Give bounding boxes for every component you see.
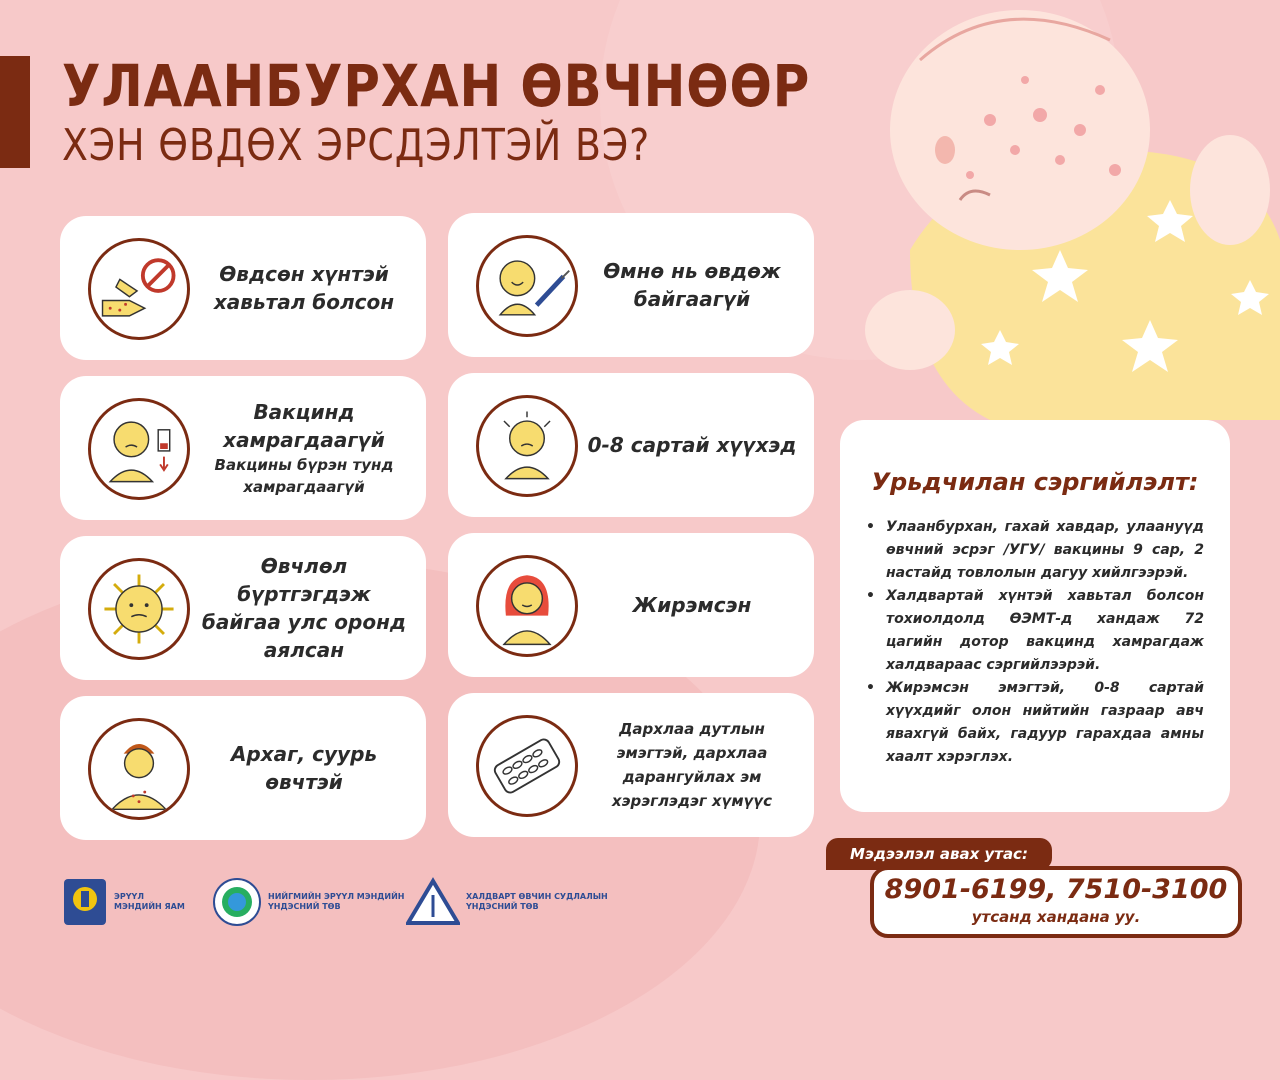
title-accent-bar — [0, 56, 30, 168]
risk-card-main: 0-8 сартай хүүхэд — [587, 433, 797, 457]
risk-card-text — [196, 216, 412, 360]
prevention-list — [866, 516, 1204, 769]
page-title: УЛААНБУРХАН ӨВЧНӨӨР — [62, 52, 811, 120]
risk-card-main: Вакцинд хамрагдаагүй — [223, 400, 385, 452]
risk-card-sub: Вакцины бүрэн тунд хамрагдаагүй — [214, 456, 394, 496]
risk-card-text — [584, 693, 800, 837]
risk-card-immunocompromised — [448, 693, 814, 837]
logo-text-line: ҮНДЭСНИЙ ТӨВ — [268, 902, 341, 911]
baby-illustration — [850, 0, 1280, 430]
risk-card-pregnant — [448, 533, 814, 677]
risk-card-text — [196, 696, 412, 840]
public-health-logo — [212, 876, 405, 928]
risk-card-contact — [60, 216, 426, 360]
risk-card-text — [584, 213, 800, 357]
prevention-title: Урьдчилан сэргийлэлт: — [871, 468, 1199, 496]
risk-card-sub: Дархлаа дутлын эмэгтэй, дархлаа дарангуйлах эм хэрэглэдэг хүмүүс — [611, 720, 773, 810]
risk-card-main: Өвчлөл бүртгэгдэж байгаа улс оронд аялсан — [201, 554, 407, 662]
public-health-logo-text — [268, 892, 405, 912]
ministry-emblem-icon — [62, 877, 108, 927]
chronic-illness-man-icon — [88, 718, 190, 820]
logo-text-line: НИЙГМИЙН ЭРҮҮЛ МЭНДИЙН — [268, 892, 405, 901]
page-subtitle: ХЭН ӨВДӨХ ЭРСДЭЛТЭЙ ВЭ? — [62, 120, 651, 171]
phone-note: утсанд хандана уу. — [971, 908, 1141, 926]
contact-phone-box — [870, 866, 1242, 938]
risk-card-chronic — [60, 696, 426, 840]
logo-text-line: ЭРҮҮЛ — [114, 892, 144, 901]
risk-card-infant — [448, 373, 814, 517]
prevention-item: • Улаанбурхан, гахай хавдар, улаануүд өвчний эсрэг /УГУ/ вакцины 9 сар, 2 настайд товлолын дагуу хийлгээрэй. — [866, 516, 1204, 585]
risk-card-never-sick — [448, 213, 814, 357]
risk-card-text — [584, 533, 800, 677]
risk-card-text — [584, 373, 800, 517]
risk-card-text — [196, 536, 412, 680]
infectious-disease-center-logo-icon — [406, 877, 460, 927]
infectious-disease-logo-text — [466, 892, 608, 912]
no-contact-icon — [88, 238, 190, 340]
risk-card-travel — [60, 536, 426, 680]
baby-vaccine-icon — [476, 235, 578, 337]
risk-card-main: Архаг, суурь өвчтэй — [230, 742, 378, 794]
prevention-panel — [840, 420, 1230, 812]
risk-card-main: Жирэмсэн — [632, 593, 752, 617]
phone-numbers: 8901-6199, 7510-3100 — [884, 874, 1228, 905]
logo-text-line: ҮНДЭСНИЙ ТӨВ — [466, 902, 539, 911]
risk-card-main: Өвдсөн хүнтэй хавьтал болсон — [213, 262, 395, 314]
unvaccinated-child-icon — [88, 398, 190, 500]
risk-card-unvaccinated — [60, 376, 426, 520]
risk-card-text — [196, 376, 412, 520]
pill-pack-icon — [476, 715, 578, 817]
prevention-item: • Халдвартай хүнтэй хавьтал болсон тохиолдолд ӨЭМТ-д хандаж 72 цагийн дотор вакцинд хамрагдаж халдвараас сэргийлээрэй. — [866, 585, 1204, 677]
ministry-logo — [62, 876, 185, 928]
infant-icon — [476, 395, 578, 497]
ministry-logo-text — [114, 892, 185, 912]
logo-text-line: МЭНДИЙН ЯАМ — [114, 902, 185, 911]
public-health-center-logo-icon — [212, 877, 262, 927]
risk-card-main: Өмнө нь өвдөж байгаагүй — [603, 259, 781, 311]
pregnant-woman-icon — [476, 555, 578, 657]
contact-label: Мэдээлэл авах утас: — [826, 838, 1052, 870]
infectious-disease-logo — [406, 876, 608, 928]
virus-icon — [88, 558, 190, 660]
prevention-item: • Жирэмсэн эмэгтэй, 0-8 сартай хүүхдийг олон нийтийн газраар авч явахгүй байх, гадуур гарахдаа амны хаалт хэрэглэх. — [866, 677, 1204, 769]
logo-text-line: ХАЛДВАРТ ӨВЧИН СУДЛАЛЫН — [466, 892, 608, 901]
